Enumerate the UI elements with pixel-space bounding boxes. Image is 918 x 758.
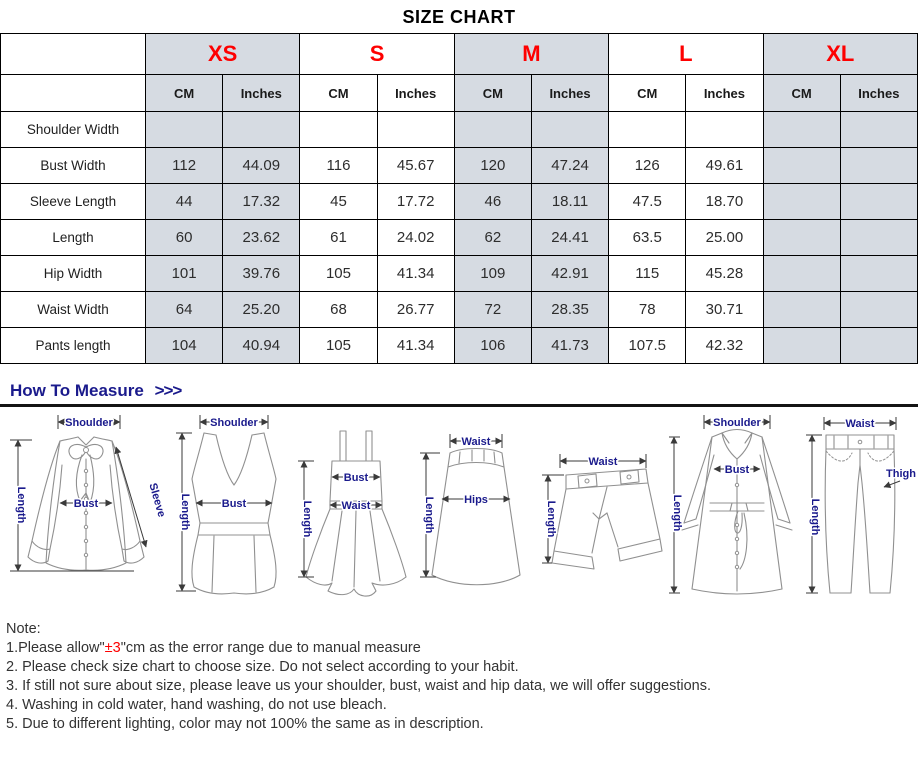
table-cell: 24.41 <box>531 220 608 256</box>
how-to-measure-heading <box>10 381 918 401</box>
table-row <box>1 112 918 148</box>
unit-header: CM <box>609 75 686 112</box>
table-cell: 45.67 <box>377 148 454 184</box>
figure-coat <box>666 413 794 610</box>
note-item-1: 1.Please allow"±3"cm as the error range due to manual measure <box>6 640 421 656</box>
table-cell: 120 <box>454 148 531 184</box>
note-item-5: 5. Due to different lighting, color may not 100% the same as in description. <box>6 716 484 732</box>
coat-bust-label: Bust <box>724 464 750 476</box>
table-cell <box>840 256 917 292</box>
corner-cell <box>1 34 146 75</box>
coat-measure-arrows <box>669 415 770 593</box>
table-cell: 28.35 <box>531 292 608 328</box>
size-header-row <box>1 34 918 75</box>
table-row <box>1 328 918 364</box>
coat-shoulder-label: Shoulder <box>713 417 761 429</box>
dress-length-label: Length <box>301 500 313 538</box>
row-label: Pants length <box>1 328 146 364</box>
table-cell: 18.70 <box>686 184 763 220</box>
size-header-xl: XL <box>763 34 918 75</box>
chevrons-icon: >>> <box>154 381 182 400</box>
row-label: Hip Width <box>1 256 146 292</box>
table-cell: 46 <box>454 184 531 220</box>
corner-cell <box>1 75 146 112</box>
table-cell: 104 <box>146 328 223 364</box>
table-row <box>1 292 918 328</box>
dress-bust-label: Bust <box>343 472 369 484</box>
table-cell: 47.24 <box>531 148 608 184</box>
section-divider <box>0 404 918 407</box>
table-cell <box>763 292 840 328</box>
tank-outline <box>192 433 276 594</box>
table-cell: 63.5 <box>609 220 686 256</box>
table-cell: 116 <box>300 148 377 184</box>
table-cell <box>609 112 686 148</box>
table-cell: 49.61 <box>686 148 763 184</box>
table-cell <box>223 112 300 148</box>
table-cell: 101 <box>146 256 223 292</box>
table-cell: 112 <box>146 148 223 184</box>
table-cell: 25.00 <box>686 220 763 256</box>
row-label: Length <box>1 220 146 256</box>
unit-header: Inches <box>223 75 300 112</box>
table-cell: 72 <box>454 292 531 328</box>
unit-header: CM <box>146 75 223 112</box>
figure-pants <box>794 413 916 610</box>
table-cell: 39.76 <box>223 256 300 292</box>
table-cell: 17.72 <box>377 184 454 220</box>
table-cell <box>763 184 840 220</box>
table-cell: 44.09 <box>223 148 300 184</box>
table-row <box>1 220 918 256</box>
blouse-bust-label: Bust <box>73 498 99 510</box>
table-cell: 45.28 <box>686 256 763 292</box>
table-cell: 106 <box>454 328 531 364</box>
dress-waist-label: Waist <box>341 500 371 512</box>
figure-shorts <box>534 413 666 610</box>
figure-tank-top <box>170 413 292 610</box>
pants-thigh-label: Thigh <box>886 468 916 480</box>
row-label: Waist Width <box>1 292 146 328</box>
unit-header: CM <box>763 75 840 112</box>
table-cell: 17.32 <box>223 184 300 220</box>
coat-outline <box>682 430 792 595</box>
table-cell <box>840 184 917 220</box>
table-cell <box>454 112 531 148</box>
table-cell: 42.91 <box>531 256 608 292</box>
table-cell: 115 <box>609 256 686 292</box>
table-cell: 30.71 <box>686 292 763 328</box>
figure-skirt <box>414 413 534 610</box>
shorts-outline <box>552 469 662 569</box>
table-cell: 42.32 <box>686 328 763 364</box>
unit-header: Inches <box>531 75 608 112</box>
page-title: SIZE CHART <box>402 7 516 27</box>
note-item-3: 3. If still not sure about size, please leave us your shoulder, bust, waist and hip data, we will offer suggestions. <box>6 678 711 694</box>
coat-length-label: Length <box>671 494 683 532</box>
figure-dress <box>292 413 414 610</box>
table-cell <box>763 112 840 148</box>
table-cell: 25.20 <box>223 292 300 328</box>
skirt-hips-label: Hips <box>464 494 488 506</box>
table-cell <box>840 148 917 184</box>
table-cell: 18.11 <box>531 184 608 220</box>
skirt-waist-label: Waist <box>461 436 491 448</box>
table-cell: 44 <box>146 184 223 220</box>
table-row <box>1 148 918 184</box>
table-cell <box>763 148 840 184</box>
notes-heading: Note: <box>6 621 41 637</box>
row-label: Shoulder Width <box>1 112 146 148</box>
size-header-s: S <box>300 34 454 75</box>
table-row <box>1 256 918 292</box>
size-chart-table <box>0 33 918 364</box>
tank-bust-label: Bust <box>221 498 247 510</box>
table-cell <box>763 220 840 256</box>
measure-figures-strip <box>0 413 918 610</box>
table-cell: 40.94 <box>223 328 300 364</box>
blouse-length-label: Length <box>15 486 27 524</box>
table-cell: 62 <box>454 220 531 256</box>
table-cell: 68 <box>300 292 377 328</box>
row-label: Bust Width <box>1 148 146 184</box>
note-item-4: 4. Washing in cold water, hand washing, do not use bleach. <box>6 697 387 713</box>
table-cell <box>763 256 840 292</box>
table-cell <box>531 112 608 148</box>
skirt-outline <box>432 449 520 585</box>
table-cell: 107.5 <box>609 328 686 364</box>
table-cell: 109 <box>454 256 531 292</box>
table-cell: 41.34 <box>377 256 454 292</box>
size-header-l: L <box>609 34 763 75</box>
unit-header: Inches <box>377 75 454 112</box>
shorts-waist-label: Waist <box>588 456 618 468</box>
table-cell: 45 <box>300 184 377 220</box>
shorts-length-label: Length <box>545 500 557 538</box>
table-cell <box>840 292 917 328</box>
table-cell <box>763 328 840 364</box>
unit-header: CM <box>454 75 531 112</box>
table-cell: 105 <box>300 328 377 364</box>
table-cell: 61 <box>300 220 377 256</box>
blouse-sleeve-label: Sleeve <box>146 481 168 519</box>
table-cell <box>686 112 763 148</box>
table-cell: 41.34 <box>377 328 454 364</box>
table-cell: 23.62 <box>223 220 300 256</box>
pants-length-label: Length <box>809 498 821 536</box>
unit-header: Inches <box>686 75 763 112</box>
table-cell <box>146 112 223 148</box>
table-cell <box>377 112 454 148</box>
table-cell: 64 <box>146 292 223 328</box>
pants-waist-label: Waist <box>845 418 875 430</box>
dress-outline <box>306 431 406 596</box>
size-header-xs: XS <box>146 34 300 75</box>
table-cell <box>840 328 917 364</box>
skirt-length-label: Length <box>423 496 435 534</box>
blouse-shoulder-label: Shoulder <box>65 417 113 429</box>
table-cell <box>840 112 917 148</box>
table-cell: 41.73 <box>531 328 608 364</box>
table-cell: 47.5 <box>609 184 686 220</box>
table-cell: 24.02 <box>377 220 454 256</box>
table-cell: 126 <box>609 148 686 184</box>
unit-header: CM <box>300 75 377 112</box>
size-header-m: M <box>454 34 608 75</box>
row-label: Sleeve Length <box>1 184 146 220</box>
table-cell: 60 <box>146 220 223 256</box>
unit-header: Inches <box>840 75 917 112</box>
how-to-measure-label: How To Measure <box>10 381 144 400</box>
figure-blouse <box>2 413 170 610</box>
tank-length-label: Length <box>179 493 191 531</box>
table-cell <box>300 112 377 148</box>
pants-outline <box>825 435 895 593</box>
note-error-range: ±3 <box>104 640 121 656</box>
table-cell: 105 <box>300 256 377 292</box>
table-row <box>1 184 918 220</box>
table-cell: 78 <box>609 292 686 328</box>
tank-shoulder-label: Shoulder <box>210 417 258 429</box>
unit-header-row <box>1 75 918 112</box>
notes-section <box>6 620 918 734</box>
table-cell: 26.77 <box>377 292 454 328</box>
note-item-2: 2. Please check size chart to choose size. Do not select according to your habit. <box>6 659 519 675</box>
table-cell <box>840 220 917 256</box>
